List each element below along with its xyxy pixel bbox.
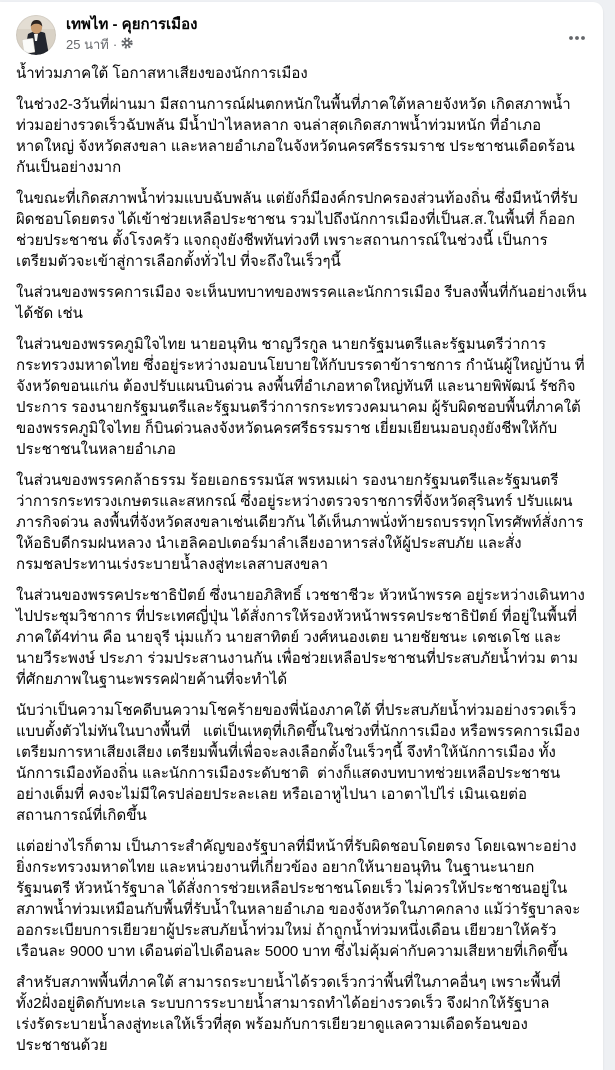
avatar[interactable] [16, 15, 56, 55]
post-text [0, 59, 603, 1070]
post-paragraph: สำหรับสภาพพื้นที่ภาคใต้ สามารถระบายน้ำได้รวดเร็วกว่าพื้นที่ในภาคอื่นๆ เพราะพื้นที่ทั้ง2ฝั่งอยู่ติดกับทะเล ระบบการระบายน้ำสามารถทำได้อย่างรวดเร็ว จึงฝากให้รัฐบาลเร่งรัดระบายน้ำลงสู่ทะเลให้เร็วที่สุด พร้อมกับการเยียวยาดูแลความเดือดร้อนของประชาชนด้วย [16, 974, 561, 1054]
header-text [66, 15, 587, 53]
post-paragraph: ในส่วนของพรรคประชาธิปัตย์ ซึ่งนายอภิสิทธิ์ เวชชาชีวะ หัวหน้าพรรค อยู่ระหว่างเดินทางไปประชุมวิชาการ ที่ประเทศญี่ปุ่น ได้สั่งการให้รองหัวหน้าพรรคประชาธิปัตย์ ที่อยู่ในพื้นที่ภาคใต้4ท่าน คือ นายจุรี นุ่มแก้ว นายสาทิตย์ วงศ์หนองเตย นายชัยชนะ เดชเดโช และนายวีระพงษ์ ประภา ร่วมประสานงานกัน เพื่อช่วยเหลือประชาชนที่ประสบภัยน้ำท่วม ตามที่ศักยภาพในฐานะพรรคฝ่ายค้านที่จะทำได้ [16, 587, 585, 688]
post-paragraph: ในส่วนของพรรคกล้าธรรม ร้อยเอกธรรมนัส พรหมเผ่า รองนายกรัฐมนตรีและรัฐมนตรีว่าการกระทรวงเกษตรและสหกรณ์ ซึ่งอยู่ระหว่างตรวจราชการที่จังหวัดสุรินทร์ ปรับแผนภารกิจด่วน ลงพื้นที่จังหวัดสงขลาเช่นเดียวกัน ได้เห็นภาพนั่งท้ายรถบรรทุกโทรศัพท์สั่งการให้อธิบดีกรมฝนหลวง นำเฮลิคอปเตอร์มาลำเลียงอาหารส่งให้ผู้ประสบภัย และสั่งกรมชลประทานเร่งระบายน้ำลงสู่ทะเลสาบสงขลา [16, 472, 584, 573]
post-paragraph: นับว่าเป็นความโชคดีบนความโชคร้ายของพี่น้องภาคใต้ ที่ประสบภัยน้ำท่วมอย่างรวดเร็ว แบบตั้งตัวไม่ทันในบางพื้นที่ แต่เป็นเหตุที่เกิดขึ้นในช่วงที่นักการเมือง หรือพรรคการเมืองเตรียมการหาเสียงเสียง เตรียมพื้นที่เพื่อจะลงเลือกตั้งในเร็วๆนี้ จึงทำให้นักการเมือง ทั้งนักการเมืองท้องถิ่น และนักการเมืองระดับชาติ ต่างก็แสดงบทบาทช่วยเหลือประชาชนอย่างเต็มที่ คงจะไม่มีใครปล่อยประละเลย หรือเอาหูไปนา เอาตาไปไร่ เมินเฉยต่อสถานการณ์ที่เกิดขึ้น [16, 702, 581, 824]
facebook-post-card [0, 2, 603, 1070]
post-timestamp[interactable]: 25 นาที [66, 37, 109, 52]
post-paragraph: แต่อย่างไรก็ตาม เป็นภาระสำคัญของรัฐบาลที่มีหน้าที่รับผิดชอบโดยตรง โดยเฉพาะอย่างยิ่งกระทรวงมหาดไทย และหน่วยงานที่เกี่ยวข้อง อยากให้นายอนุทิน ในฐานะนายกรัฐมนตรี หัวหน้ารัฐบาล ได้สั่งการช่วยเหลือประชาชนโดยเร็ว ไม่ควรให้ประชาชนอยู่ในสภาพน้ำท่วมเหมือนกับพื้นที่รับน้ำในหลายอำเภอ ของจังหวัดในภาคกลาง แม้ว่ารัฐบาลจะออกระเบียบการเยียวยาผู้ประสบภัยน้ำท่วมใหม่ ถ้าถูกน้ำท่วมหนึ่งเดือน เยียวยาให้ครัวเรือนละ 9000 บาท เดือนต่อไปเดือนละ 5000 บาท ซึ่งไม่คุ้มค่ากับความเสียหายที่เกิดขึ้น [16, 838, 581, 960]
post-paragraph: ในส่วนของพรรคการเมือง จะเห็นบทบาทของพรรคและนักการเมือง รีบลงพื้นที่กันอย่างเห็นได้ชัด เช่น [16, 284, 587, 322]
avatar-image [16, 15, 56, 55]
post-meta [66, 37, 587, 53]
privacy-gear-icon [121, 37, 133, 53]
page-name[interactable]: เทพไท - คุยการเมือง [66, 16, 198, 33]
post-header [0, 2, 603, 59]
post-paragraph: น้ำท่วมภาคใต้ โอกาสหาเสียงของนักการเมือง [16, 65, 308, 82]
post-paragraph: ในส่วนของพรรคภูมิใจไทย นายอนุทิน ชาญวีรกูล นายกรัฐมนตรีและรัฐมนตรีว่าการกระทรวงมหาดไทย ซึ่งอยู่ระหว่างมอบนโยบายให้กับบรรดาข้าราชการ กำนันผู้ใหญ่บ้าน ที่จังหวัดขอนแก่น ต้องปรับแผนบินด่วน ลงพื้นที่อำเภอหาดใหญ่ทันที และนายพิพัฒน์ รัชกิจประการ รองนายกรัฐมนตรีและรัฐมนตรีว่าการกระทรวงคมนาคม ผู้รับผิดชอบพื้นที่ภาคใต้ของพรรคภูมิใจไทย ก็บินด่วนลงจังหวัดนครศรีธรรมราช เยี่ยมเยียนมอบถุงยังชีพให้กับประชาชนในหลายอำเภอ [16, 336, 585, 458]
more-options-button[interactable] [561, 22, 593, 54]
post-paragraph: ในขณะที่เกิดสภาพน้ำท่วมแบบฉับพลัน แต่ยังก็มีองค์กรปกครองส่วนท้องถิ่น ซึ่งมีหน้าที่รับผิดชอบโดยตรง ได้เข้าช่วยเหลือประชาชน รวมไปถึงนักการเมืองที่เป็นส.ส.ในพื้นที่ ก็ออกช่วยประชาชน ตั้งโรงครัว แจกถุงยังชีพทันท่วงที เพราะสถานการณ์ในช่วงนี้ เป็นการเตรียมตัวจะเข้าสู่การเลือกตั้งทั่วไป ที่จะถึงในเร็วๆนี้ [16, 190, 578, 270]
meta-separator: · [112, 37, 118, 52]
post-paragraph: ในช่วง2-3วันที่ผ่านมา มีสถานการณ์ฝนตกหนักในพื้นที่ภาคใต้หลายจังหวัด เกิดสภาพน้ำท่วมอย่างรวดเร็วฉับพลัน มีน้ำป่าไหลหลาก จนล่าสุดเกิดสภาพน้ำท่วมหนัก ที่อำเภอหาดใหญ่ จังหวัดสงขลา และหลายอำเภอในจังหวัดนครศรีธรรมราช ประชาชนเดือดร้อนกันเป็นอย่างมาก [16, 96, 575, 176]
ellipsis-icon [567, 28, 587, 48]
